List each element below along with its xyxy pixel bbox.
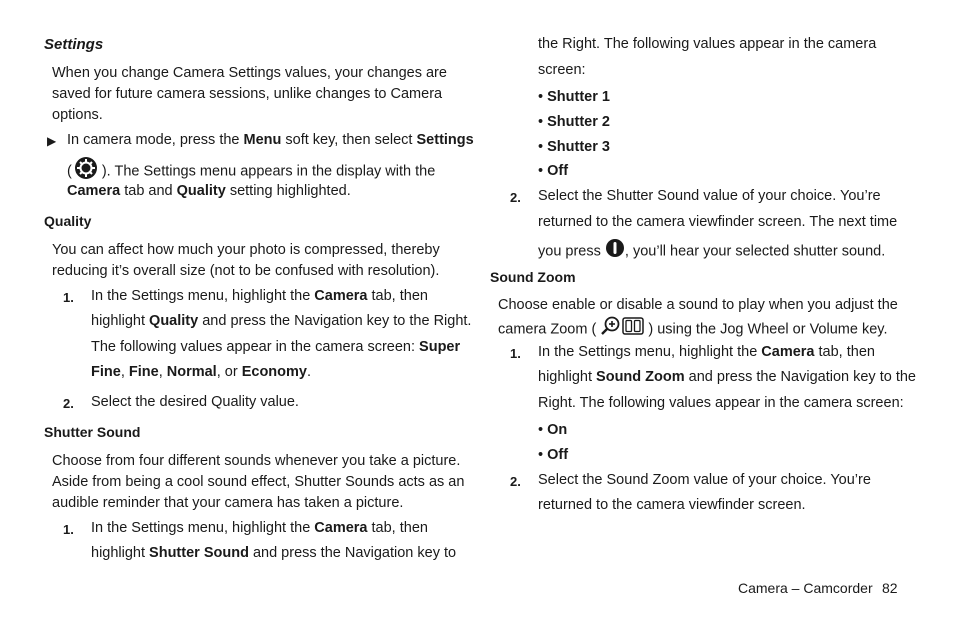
shutter-sound-heading: Shutter Sound — [44, 424, 141, 440]
settings-intro-line-1: When you change Camera Settings values, your changes are — [52, 65, 447, 81]
shutter-step-1-line-2: highlight Shutter Sound and press the Navigation key to — [91, 545, 457, 561]
zoom-bullet-1: • On — [538, 422, 568, 438]
shutter-bullet-3: • Shutter 3 — [538, 139, 610, 155]
zoom-step-1-line-2: highlight Sound Zoom and press the Navigation key to the — [538, 369, 916, 385]
zoom-step-2-line-1: Select the Sound Zoom value of your choice. You’re — [538, 472, 871, 488]
shutter-step-2-number: 2. — [510, 190, 521, 205]
shutter-step-2-line-3: you press , you’ll hear your selected shutter sound. — [538, 237, 885, 266]
zoom-step-1-line-1: In the Settings menu, highlight the Camera tab, then — [538, 344, 875, 360]
zoom-step-2-line-2: returned to the camera viewfinder screen. — [538, 497, 806, 513]
zoom-intro-line-1: Choose enable or disable a sound to play when you adjust the — [498, 297, 898, 313]
shutter-intro-line-1: Choose from four different sounds whenever you take a picture. — [52, 453, 461, 469]
shutter-cont-line-1: the Right. The following values appear in the camera — [538, 36, 877, 52]
settings-intro-line-3: options. — [52, 107, 103, 123]
shutter-bullet-2: • Shutter 2 — [538, 114, 610, 130]
quality-step-2-number: 2. — [63, 396, 74, 411]
shutter-step-2-line-2: returned to the camera viewfinder screen. The next time — [538, 214, 898, 230]
zoom-intro-line-2: camera Zoom ( ) using the Jog Wheel or Volume key. — [498, 316, 887, 343]
quality-step-1-line-1: In the Settings menu, highlight the Camera tab, then — [91, 288, 428, 304]
settings-step-line-3: Camera tab and Quality setting highlighted. — [67, 183, 351, 199]
shutter-intro-line-3: audible reminder that your camera has taken a picture. — [52, 495, 404, 511]
arrow-bullet-icon: ▶ — [47, 134, 57, 148]
shutter-cont-line-2: screen: — [538, 62, 586, 78]
zoom-step-1-number: 1. — [510, 346, 521, 361]
shutter-intro-line-2: Aside from being a cool sound effect, Shutter Sounds acts as an — [52, 474, 465, 490]
volume-key-icon — [622, 316, 644, 343]
settings-step-line-2: ( ). The Settings menu appears in the display with the — [67, 156, 435, 187]
quality-heading: Quality — [44, 213, 92, 229]
quality-step-1-line-2: highlight Quality and press the Navigation key to the Right. — [91, 313, 472, 329]
shutter-bullet-4: • Off — [538, 163, 569, 179]
settings-intro-line-2: saved for future camera sessions, unlike changes to Camera — [52, 86, 443, 102]
zoom-step-1-line-3: Right. The following values appear in the camera screen: — [538, 395, 904, 411]
footer-section-title: Camera – Camcorder — [738, 580, 873, 596]
zoom-bullet-2: • Off — [538, 447, 569, 463]
zoom-magnifier-icon — [600, 316, 622, 343]
shutter-step-1-line-1: In the Settings menu, highlight the Camera tab, then — [91, 520, 428, 536]
quality-intro-line-2: reducing it’s overall size (not to be confused with resolution). — [52, 263, 440, 279]
sound-zoom-heading: Sound Zoom — [490, 269, 576, 285]
quality-step-2-text: Select the desired Quality value. — [91, 394, 299, 410]
shutter-step-2-line-1: Select the Shutter Sound value of your choice. You’re — [538, 188, 881, 204]
quality-step-1-line-3: The following values appear in the camera screen: Super — [91, 339, 461, 355]
quality-intro-line-1: You can affect how much your photo is compressed, thereby — [52, 242, 440, 258]
camera-key-icon — [605, 237, 625, 266]
settings-step-line-1: In camera mode, press the Menu soft key, then select Settings — [67, 132, 474, 148]
shutter-bullet-1: • Shutter 1 — [538, 89, 610, 105]
footer-page-number: 82 — [882, 580, 898, 596]
settings-heading: Settings — [44, 36, 104, 53]
quality-step-1-number: 1. — [63, 290, 74, 305]
quality-step-1-line-4: Fine, Fine, Normal, or Economy. — [91, 364, 311, 380]
zoom-step-2-number: 2. — [510, 474, 521, 489]
shutter-step-1-number: 1. — [63, 522, 74, 537]
